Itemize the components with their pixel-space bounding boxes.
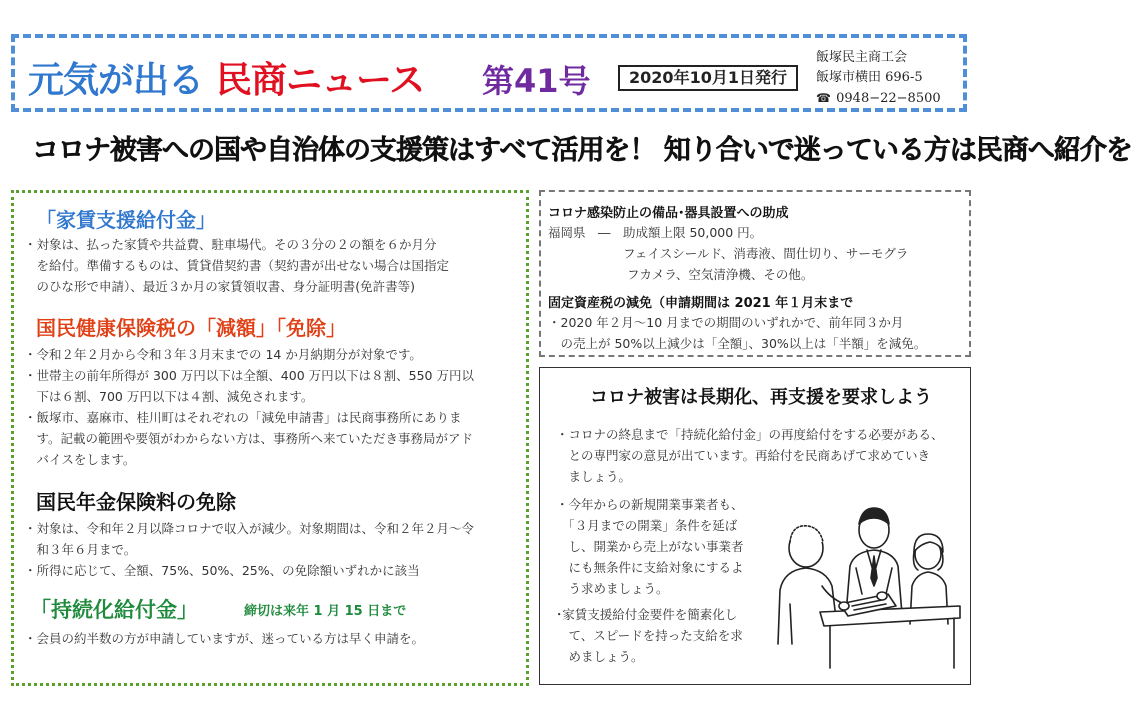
sustain-line: ・会員の約半数の方が申請していますが、迷っている方は早く申請を。 [24,631,425,646]
nhi-tax-title: 国民健康保険税の「減額」「免除」 [36,316,346,340]
meeting-illustration [770,494,962,670]
pension-line: ・所得に応じて、全額、75%、50%、25%、の免除額いずれかに該当 [24,563,420,578]
rent-line: のひな形で申請）、最近３か月の家賃領収書、身分証明書(免許書等) [24,279,416,294]
resupport-para1 [556,424,944,487]
resupport-para3 [556,604,743,667]
tax-line: の売上が 50%以上減少は「全額」、30%以上は「半額」を減免。 [548,336,927,351]
nhi-line: ・令和２年２月から令和３年３月末までの 14 か月納期分が対象です。 [24,347,422,362]
subsidy-line: 福岡県 ― 助成額上限 50,000 円。 [548,225,763,240]
publisher-info [816,48,941,109]
nhi-line: 下は６割、700 万円以下は４割、減免されます。 [24,389,314,404]
property-tax-body [548,312,926,354]
para2-line: ・今年からの新規開業事業者も、 [556,497,744,512]
phone-icon: ☎ [816,91,831,105]
rent-line: ・対象は、払った家賃や共益費、駐車場代。その３分の２の額を６か月分 [24,237,437,252]
newsletter-title-part1: 元気が出る [28,60,204,101]
newsletter-title-part2: 民商ニュース [216,60,425,101]
para2-line: にも無条件に支給対象にするよ [556,560,744,575]
nhi-line: ・世帯主の前年所得が 300 万円以下は全額、400 万円以下は８割、550 万円以 [24,368,474,383]
pension-body [24,518,474,581]
para3-line: ･家賃支援給付金要件を簡素化し [556,607,738,622]
org-phone-row [816,88,941,109]
resupport-title: コロナ被害は長期化、再支援を要求しよう [590,387,932,408]
issue-number: 第41号 [482,62,591,100]
pension-line: ・対象は、令和年２月以降コロナで収入が減少。対象期間は、令和２年２月〜令 [24,521,475,536]
nhi-line: ・飯塚市、嘉麻市、桂川町はそれぞれの「減免申請書」は民商事務所にありま [24,410,462,425]
pension-title: 国民年金保険料の免除 [36,490,236,514]
org-address: 飯塚市横田 696-5 [816,70,923,85]
property-tax-title: 固定資産税の減免（申請期間は 2021 年１月末まで [548,296,854,311]
org-name: 飯塚民主商工会 [816,50,908,65]
para1-line: との専門家の意見が出ています。再給付を民商あげて求めていき [556,448,931,463]
equipment-subsidy-title: コロナ感染防止の備品･器具設置への助成 [548,206,789,221]
nhi-line: バイスをします。 [24,452,136,467]
rent-support-title: 「家賃支援給付金」 [36,208,216,232]
tax-line: ・2020 年２月〜10 月までの期間のいずれかで、前年同３か月 [548,315,904,330]
para3-line: めましょう。 [556,649,644,664]
equipment-subsidy-body [548,222,908,285]
pension-line: 和３年６月まで。 [24,542,137,557]
para2-line: う求めましょう。 [556,581,669,596]
nhi-line: す。記載の範囲や要領がわからない方は、事務所へ来ていただき事務局がアド [24,431,474,446]
para2-line: し、開業から売上がない事業者 [556,539,744,554]
subsidy-line: フカメラ、空気清浄機、その他。 [548,267,814,282]
para2-line: 「３月までの開業」条件を延ば [556,518,738,533]
para1-line: ましょう。 [556,469,632,484]
para3-line: て、スピードを持った支給を求 [556,628,743,643]
rent-line: を給付。準備するものは、賃貸借契約書（契約書が出せない場合は国指定 [24,258,450,273]
para1-line: ・コロナの終息まで「持続化給付金」の再度給付をする必要がある、 [556,427,944,442]
org-phone: 0948−22−8500 [836,91,941,106]
sustain-benefit-body [24,628,424,649]
nhi-tax-body [24,344,474,470]
resupport-para2 [556,494,744,599]
headline: コロナ被害への国や自治体の支援策はすべて活用を！ 知り合いで迷っている方は民商へ紹介を [32,135,1132,166]
sustain-benefit-title: 「持続化給付金」 [30,598,198,622]
sustain-deadline: 締切は来年 1 月 15 日まで [244,604,407,619]
publish-date: 2020年10月1日発行 [618,65,798,91]
subsidy-line: フェイスシールド、消毒液、間仕切り、サーモグラ [548,246,909,261]
rent-support-body [24,234,449,297]
